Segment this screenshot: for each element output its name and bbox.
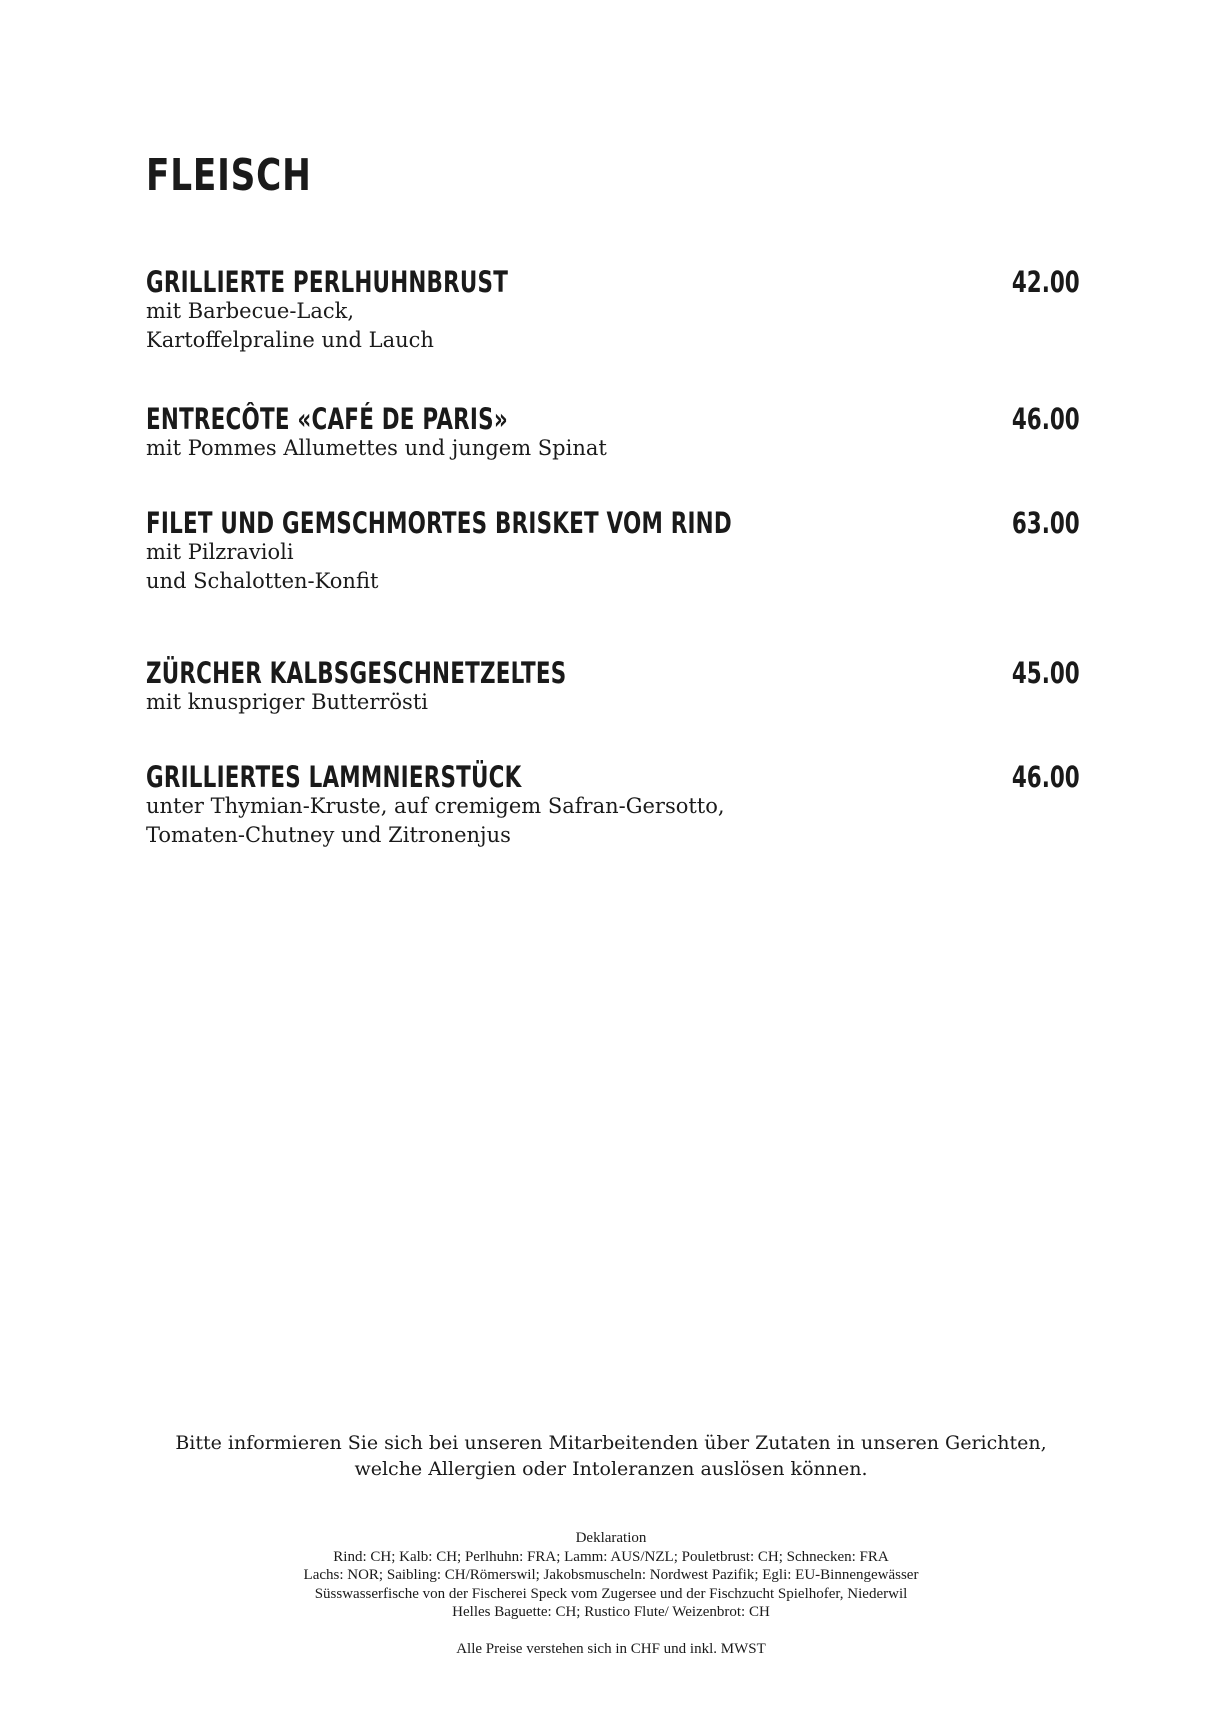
dish-price: 46.00 [1012,760,1080,794]
dish-name: FILET UND GEMSCHMORTES BRISKET VOM RIND [146,506,732,540]
dish-description [146,688,1080,717]
declaration-block [0,1529,1222,1622]
menu-item-filet-brisket [146,506,1080,596]
dish-description-line: Tomaten-Chutney und Zitronenjus [146,823,511,847]
dish-description-line: Kartoffelpraline und Lauch [146,328,434,352]
allergy-notice-line: Bitte informieren Sie sich bei unseren Mitarbeitenden über Zutaten in unseren Gerichten, [175,1432,1047,1454]
dish-description [146,434,1080,463]
section-title: FLEISCH [146,150,312,201]
price-note: Alle Preise verstehen sich in CHF und inkl. MWST [456,1641,766,1657]
dish-price: 46.00 [1012,402,1080,436]
dish-description [146,792,1080,850]
declaration-line: Helles Baguette: CH; Rustico Flute/ Weizenbrot: CH [452,1604,770,1620]
allergy-notice [0,1430,1222,1482]
menu-item-lammnierstueck [146,760,1080,850]
dish-description-line: mit Barbecue-Lack, [146,299,355,323]
dish-description-line: mit Pommes Allumettes und jungem Spinat [146,436,607,460]
declaration-line: Süsswasserfische von der Fischerei Speck vom Zugersee und der Fischzucht Spielhofer, Niederwil [314,1585,908,1602]
dish-description-line: mit Pilzravioli [146,540,294,564]
dish-description-line: mit knuspriger Butterrösti [146,690,428,714]
declaration-title: Deklaration [575,1530,647,1546]
dish-description [146,297,1080,355]
dish-description [146,538,1080,596]
menu-item-kalbsgeschnetzeltes [146,656,1080,717]
dish-name: ENTRECÔTE «CAFÉ DE PARIS» [146,402,508,436]
dish-name: GRILLIERTES LAMMNIERSTÜCK [146,760,522,794]
menu-item-entrecote [146,402,1080,463]
dish-price: 42.00 [1012,265,1080,299]
dish-description-line: und Schalotten-Konfit [146,569,379,593]
dish-name: ZÜRCHER KALBSGESCHNETZELTES [146,656,567,690]
dish-description-line: unter Thymian-Kruste, auf cremigem Safran-Gersotto, [146,794,725,818]
allergy-notice-line: welche Allergien oder Intoleranzen auslösen können. [354,1458,868,1480]
menu-item-perlhuhnbrust [146,265,1080,355]
dish-price: 63.00 [1012,506,1080,540]
dish-price: 45.00 [1012,656,1080,690]
declaration-line: Rind: CH; Kalb: CH; Perlhuhn: FRA; Lamm: AUS/NZL; Pouletbrust: CH; Schnecken: FRA [333,1548,889,1565]
dish-name: GRILLIERTE PERLHUHNBRUST [146,265,509,299]
declaration-line: Lachs: NOR; Saibling: CH/Römerswil; Jakobsmuscheln: Nordwest Pazifik; Egli: EU-Binnengewässer [303,1567,919,1583]
